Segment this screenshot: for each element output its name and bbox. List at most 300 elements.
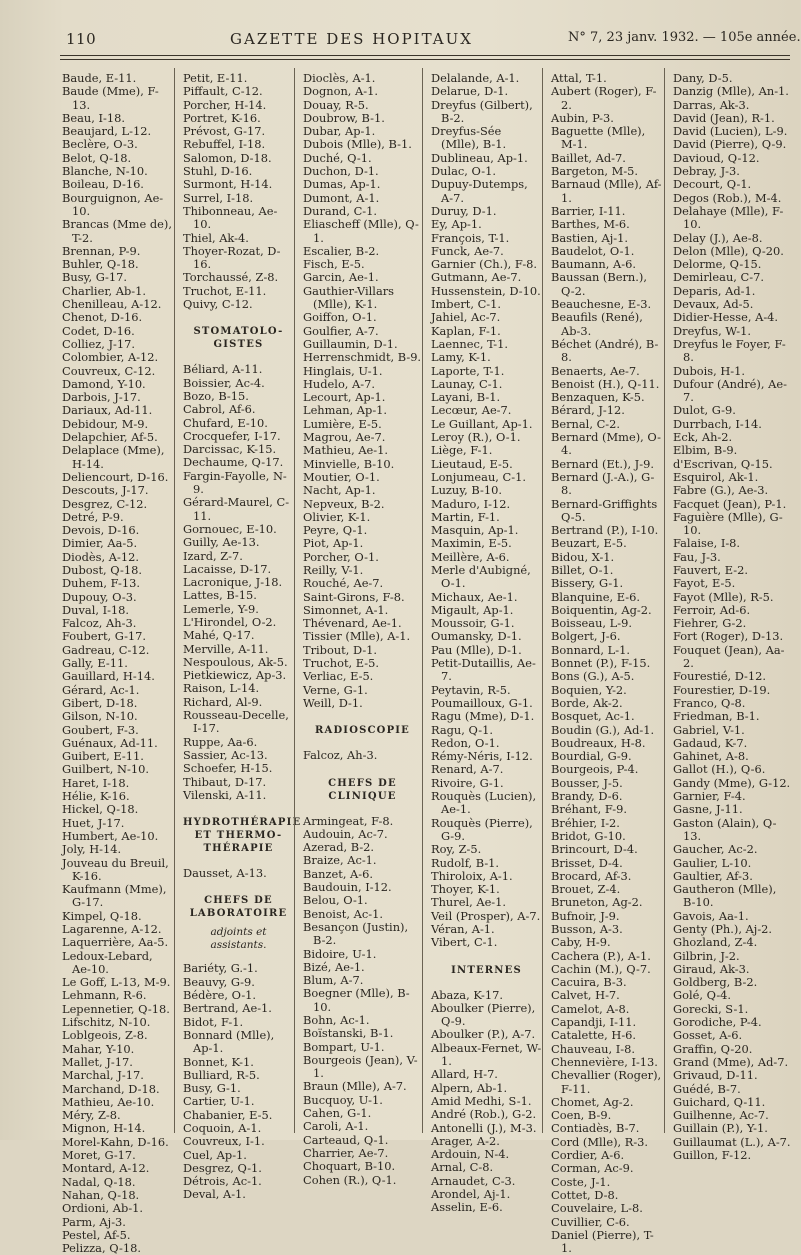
index-entry: Kaufmann (Mme), G-17.	[62, 882, 167, 910]
index-entry: Bousser, J-5.	[551, 775, 623, 790]
index-entry: Guénaux, Ad-11.	[62, 735, 158, 750]
index-entry: Laporte, T-1.	[431, 363, 505, 378]
index-entry: Dreyfus-Sée (Mlle), B-1.	[431, 124, 507, 152]
index-entry: Dimier, Aa-5.	[62, 536, 138, 551]
index-entry: Cabrol, Af-6.	[183, 402, 256, 417]
index-entry: Redon, O-1.	[431, 735, 500, 750]
section-title: INTERNES	[451, 964, 522, 976]
index-entry: Boiquentin, Ag-2.	[551, 602, 652, 617]
index-entry: Bonnard, L-1.	[551, 642, 630, 657]
column-4	[422, 68, 542, 1215]
index-entry: Minvielle, B-10.	[303, 456, 395, 471]
index-entry: Ardouin, N-4.	[431, 1147, 510, 1162]
index-entry: Moret, G-17.	[62, 1148, 136, 1163]
index-entry: Rivoire, G-1.	[431, 775, 504, 790]
index-entry: Cachin (M.), Q-7.	[551, 961, 651, 976]
index-entry: Bréhier, I-2.	[551, 815, 620, 830]
index-entry: Benzaquen, K-5.	[551, 390, 645, 405]
index-entry: Moussoir, G-1.	[431, 616, 515, 631]
index-entry: Baillet, Ad-7.	[551, 150, 626, 165]
index-entry: Kimpel, Q-18.	[62, 908, 142, 923]
index-entry: Peytavin, R-5.	[431, 682, 511, 697]
index-entry: Allard, H-7.	[431, 1067, 498, 1082]
index-entry: Falaise, I-8.	[673, 536, 741, 551]
index-entry: Delaplace (Mme), H-14.	[62, 443, 165, 471]
index-entry: Fargin-Fayolle, N-9.	[183, 468, 287, 497]
index-entry: Marchal, J-17.	[62, 1068, 144, 1083]
index-entry: Gorodiche, P-4.	[673, 1015, 762, 1030]
index-entry: Genty (Ph.), Aj-2.	[673, 922, 773, 936]
index-entry: Bargeton, M-5.	[551, 164, 639, 179]
index-entry: Dupouy, O-3.	[62, 589, 137, 604]
index-entry: Guichard, Q-11.	[673, 1094, 766, 1109]
index-entry: Giraud, Ak-3.	[673, 961, 750, 976]
index-entry: Grivaud, D-11.	[673, 1068, 758, 1083]
index-entry: Beclère, O-3.	[62, 137, 138, 152]
index-entry: Guillain (P.), Y-1.	[673, 1121, 768, 1136]
index-entry: Pau (Mlle), D-1.	[431, 642, 522, 657]
index-entry: Bourdial, G-9.	[551, 749, 632, 764]
index-entry: Nepveux, B-2.	[303, 496, 385, 511]
index-entry: Mignon, H-14.	[62, 1121, 146, 1136]
index-entry: Facquet (Jean), P-1.	[673, 496, 787, 511]
index-entry: Cordier, A-6.	[551, 1148, 625, 1163]
index-entry: Pietkiewicz, Ap-3.	[183, 668, 287, 683]
index-entry: Ey, Ap-1.	[431, 217, 482, 232]
page-header	[0, 0, 800, 68]
index-entry: L'Hirondel, O-2.	[183, 614, 277, 629]
index-entry: Cottet, D-8.	[551, 1187, 619, 1202]
index-entry: Gasne, J-11.	[673, 802, 743, 817]
index-entry: Montard, A-12.	[62, 1161, 150, 1176]
index-entry: Gauillard, H-14.	[62, 669, 155, 684]
index-columns	[62, 68, 792, 1255]
index-entry: Détrois, Ac-1.	[183, 1174, 262, 1189]
index-entry: Blanquine, E-6.	[551, 589, 640, 604]
index-entry: Mahé, Q-17.	[183, 628, 255, 643]
index-entry: Gilson, N-10.	[62, 709, 138, 724]
index-entry: Caroli, A-1.	[303, 1119, 369, 1134]
index-entry: Dulot, G-9.	[673, 403, 736, 418]
index-entry: Gadreau, C-12.	[62, 642, 150, 657]
index-entry: Durand, C-1.	[303, 203, 378, 218]
index-entry: Dubar, Ap-1.	[303, 124, 376, 139]
index-entry: Eliascheff (Mlle), Q-1.	[303, 217, 419, 245]
index-entry: Danzig (Mlle), An-1.	[673, 84, 789, 99]
index-entry: Beau, I-18.	[62, 110, 125, 125]
index-entry: Boegner (Mlle), B-10.	[303, 986, 410, 1014]
index-entry: Jouveau du Breuil, K-16.	[62, 855, 169, 883]
index-entry: Funck, Ae-7.	[431, 243, 504, 258]
index-entry: Rouquès (Lucien), Ae-1.	[431, 789, 537, 817]
index-entry: Lacronique, J-18.	[183, 575, 283, 590]
index-entry: Masquin, Ap-1.	[431, 523, 519, 538]
index-entry: Gallot (H.), Q-6.	[673, 762, 766, 777]
index-entry: Duval, I-18.	[62, 602, 130, 617]
index-entry: Esquirol, Ak-1.	[673, 469, 759, 484]
index-entry: Imbert, C-1.	[431, 297, 502, 312]
index-entry: Gaucher, Ac-2.	[673, 842, 758, 857]
index-entry: Bérard, J-12.	[551, 403, 625, 418]
index-entry: Méry, Z-8.	[62, 1108, 121, 1123]
index-entry: Dublineau, Ap-1.	[431, 150, 528, 165]
index-entry: Garcin, Ae-1.	[303, 270, 379, 285]
column-1	[62, 68, 174, 1255]
index-entry: Busson, A-3.	[551, 922, 623, 936]
section-title: RADIOSCOPIE	[314, 725, 411, 737]
index-entry: Elbim, B-9.	[673, 443, 738, 458]
index-entry: Ruppe, Aa-6.	[183, 734, 258, 749]
index-entry: Beaufils (René), Ab-3.	[551, 310, 643, 338]
index-entry: Benoist (H.), Q-11.	[551, 376, 660, 391]
index-entry: Devois, D-16.	[62, 523, 140, 538]
index-entry: Roy, Z-5.	[431, 842, 482, 857]
index-entry: Bernard (J.-A.), G-8.	[551, 469, 655, 498]
index-entry: Peyre, Q-1.	[303, 523, 368, 538]
index-entry: Delorme, Q-15.	[673, 257, 762, 272]
index-entry: Béchet (André), B-8.	[551, 336, 659, 365]
index-entry: Dupuy-Dutemps, A-7.	[431, 177, 528, 205]
index-entry: Dechaume, Q-17.	[183, 455, 284, 470]
index-entry: Brincourt, D-4.	[551, 842, 638, 857]
index-entry: Nahan, Q-18.	[62, 1187, 140, 1202]
index-entry: Dubois, H-1.	[673, 363, 745, 378]
index-entry: Porcher, O-1.	[303, 549, 379, 564]
index-entry: Lehman, Ap-1.	[303, 403, 388, 418]
index-entry: Guillaumat (L.), A-7.	[673, 1134, 791, 1149]
index-entry: Gérard-Maurel, C-11.	[183, 495, 290, 523]
index-entry: Cartier, U-1.	[183, 1094, 255, 1109]
index-entry: Colliez, J-17.	[62, 336, 136, 351]
index-entry: Gaston (Alain), Q-13.	[673, 815, 777, 843]
index-entry: Chauveau, I-8.	[551, 1041, 635, 1056]
index-entry: Bompart, U-1.	[303, 1039, 385, 1054]
index-entry: Busy, G-1.	[183, 1081, 241, 1096]
index-entry: Decourt, Q-1.	[673, 177, 752, 192]
index-entry: Couvreux, I-1.	[183, 1134, 265, 1149]
index-entry: Camelot, A-8.	[551, 1001, 630, 1016]
index-entry: Crocquefer, I-17.	[183, 428, 281, 443]
index-entry: Guédé, B-7.	[673, 1081, 741, 1096]
index-entry: Salomon, D-18.	[183, 150, 272, 165]
column-3	[294, 68, 422, 1187]
index-entry: Richard, Al-9.	[183, 694, 263, 709]
index-entry: Bidou, X-1.	[551, 549, 615, 564]
index-entry: Darcissac, K-15.	[183, 442, 277, 457]
index-entry: Delalande, A-1.	[431, 71, 520, 85]
index-entry: Aboulker (Pierre), Q-9.	[431, 1000, 536, 1029]
index-entry: Contiadès, B-7.	[551, 1121, 640, 1136]
index-entry: Cachera (P.), A-1.	[551, 948, 651, 963]
index-entry: Bédère, O-1.	[183, 988, 257, 1003]
header-rule-thin	[60, 59, 790, 60]
index-entry: Braun (Mlle), A-7.	[303, 1079, 407, 1094]
index-entry: Darbois, J-17.	[62, 390, 141, 405]
index-entry: Lehmann, R-6.	[62, 988, 147, 1003]
index-entry: Quivy, C-12.	[183, 297, 253, 312]
index-entry: Cuvillier, C-6.	[551, 1214, 630, 1229]
index-entry: Bohn, Ac-1.	[303, 1013, 370, 1027]
section-title: CHEFS DE CLINIQUE	[328, 777, 397, 802]
section-title: HYDROTHÉRAPIE ET THERMO-THÉRAPIE	[183, 817, 302, 855]
index-entry: Rouché, Ae-7.	[303, 576, 384, 591]
index-entry: Rousseau-Decelle, I-17.	[183, 708, 289, 736]
index-entry: Deparis, Ad-1.	[673, 283, 756, 298]
index-entry: Barthes, M-6.	[551, 217, 630, 232]
index-entry: Brocard, Af-3.	[551, 868, 632, 883]
index-entry: Maduro, I-12.	[431, 496, 511, 511]
index-entry: Lacaisse, D-17.	[183, 561, 272, 576]
index-entry: Ledoux-Lebard, Ae-10.	[62, 948, 153, 976]
index-entry: Boisseau, L-9.	[551, 616, 632, 631]
index-entry: Baumann, A-6.	[551, 257, 636, 272]
index-entry: Mallet, J-17.	[62, 1054, 133, 1069]
index-entry: Thibonneau, Ae-10.	[183, 203, 278, 232]
index-entry: Hickel, Q-18.	[62, 802, 139, 817]
index-entry: Bidot, F-1.	[183, 1014, 244, 1029]
index-entry: Bernard (Et.), J-9.	[551, 456, 654, 471]
index-entry: Bréhant, F-9.	[551, 802, 627, 817]
index-entry: François, T-1.	[431, 230, 510, 245]
index-entry: Aubert (Roger), F-2.	[551, 84, 657, 112]
index-entry: d'Escrivan, Q-15.	[673, 456, 773, 471]
index-entry: Baude (Mme), F-13.	[62, 84, 159, 112]
index-entry: Dreyfus le Foyer, F-8.	[673, 336, 786, 365]
index-entry: Chabanier, E-5.	[183, 1107, 273, 1122]
index-entry: Loblgeois, Z-8.	[62, 1028, 148, 1043]
index-entry: Grand (Mme), Ad-7.	[673, 1054, 789, 1069]
index-entry: Garnier, F-4.	[673, 789, 746, 804]
index-entry: Weill, D-1.	[303, 695, 363, 710]
index-entry: Lecourt, Ap-1.	[303, 390, 386, 405]
section-subtitle: adjoints et assistants.	[210, 926, 267, 952]
index-entry: Bernard (Mme), O-4.	[551, 430, 661, 458]
index-entry: Belou, O-1.	[303, 893, 368, 908]
index-entry: Blanche, N-10.	[62, 164, 148, 179]
index-entry: Dubost, Q-18.	[62, 562, 143, 577]
column-6	[664, 68, 792, 1163]
index-entry: Colombier, A-12.	[62, 350, 159, 365]
index-entry: Gaulier, L-10.	[673, 855, 752, 870]
index-entry: Herrenschmidt, B-9.	[303, 350, 422, 365]
index-entry: Bourguignon, Ae-10.	[62, 190, 164, 218]
index-entry: Barnaud (Mlle), Af-1.	[551, 177, 662, 205]
index-entry: Delon (Mlle), Q-20.	[673, 243, 784, 258]
index-entry: Coste, J-1.	[551, 1174, 611, 1189]
index-entry: Bridot, G-10.	[551, 828, 626, 843]
index-entry: Bolgert, J-6.	[551, 629, 621, 644]
index-entry: Bertrand, Ae-1.	[183, 1001, 272, 1016]
index-entry: Bariéty, G.-1.	[183, 961, 258, 976]
index-entry: Surmont, H-14.	[183, 177, 273, 192]
column-2	[174, 68, 302, 1202]
index-entry: Boileau, D-16.	[62, 177, 144, 192]
index-entry: Thibaut, D-17.	[183, 774, 267, 789]
index-entry: Gutmann, Ae-7.	[431, 270, 522, 285]
index-entry: Douay, R-5.	[303, 97, 369, 112]
index-entry: Piot, Ap-1.	[303, 536, 364, 551]
index-entry: Arager, A-2.	[431, 1133, 500, 1148]
index-entry: Demirleau, C-7.	[673, 270, 764, 285]
index-entry: Fayot, E-5.	[673, 576, 736, 591]
index-entry: Lepennetier, Q-18.	[62, 1001, 170, 1016]
index-entry: Falcoz, Ah-3.	[62, 616, 137, 631]
index-entry: Gilbrin, J-2.	[673, 948, 740, 963]
index-entry: Goulfier, A-7.	[303, 323, 379, 338]
index-entry: Hélie, K-16.	[62, 789, 130, 804]
index-entry: Doubrow, B-1.	[303, 110, 385, 125]
index-entry: Gornouec, E-10.	[183, 521, 277, 536]
index-entry: Prévost, G-17.	[183, 124, 266, 139]
index-entry: Lonjumeau, C-1.	[431, 469, 526, 484]
index-entry: Caby, H-9.	[551, 935, 611, 950]
index-entry: Corman, Ac-9.	[551, 1161, 634, 1176]
index-entry: Dreyfus, W-1.	[673, 323, 751, 338]
index-entry: Desgrez, C-12.	[62, 496, 148, 511]
index-entry: Hussenstein, D-10.	[431, 283, 541, 298]
index-entry: Guilly, Ae-13.	[183, 535, 260, 550]
index-entry: Schoefer, H-15.	[183, 761, 273, 776]
index-entry: Arnaudet, C-3.	[431, 1173, 516, 1188]
index-entry: Rebuffel, I-18.	[183, 137, 266, 152]
index-entry: Fourestié, D-12.	[673, 669, 767, 684]
index-entry: Thoyer-Rozat, D-16.	[183, 243, 281, 272]
index-entry: Bosquet, Ac-1.	[551, 709, 635, 724]
index-entry: Attal, T-1.	[551, 71, 607, 85]
index-entry: Fisch, E-5.	[303, 257, 365, 272]
index-entry: Amid Medhi, S-1.	[431, 1093, 532, 1108]
index-entry: Golé, Q-4.	[673, 988, 732, 1003]
index-entry: Nadal, Q-18.	[62, 1174, 136, 1189]
index-entry: Dulac, O-1.	[431, 164, 496, 179]
index-entry: Gabriel, V-1.	[673, 722, 745, 737]
index-entry: Billet, O-1.	[551, 562, 614, 577]
index-entry: Boudreaux, H-8.	[551, 735, 646, 750]
index-entry: Dreyfus (Gilbert), B-2.	[431, 97, 533, 125]
index-entry: Simonnet, A-1.	[303, 602, 389, 617]
index-entry: Bizé, Ae-1.	[303, 959, 365, 974]
index-entry: Franco, Q-8.	[673, 695, 746, 710]
index-entry: Arnal, C-8.	[431, 1160, 494, 1175]
index-entry: Bufnoir, J-9.	[551, 908, 620, 923]
index-entry: Couvelaire, L-8.	[551, 1201, 643, 1216]
index-entry: Portret, K-16.	[183, 110, 261, 125]
index-entry: Laennec, T-1.	[431, 336, 508, 351]
index-entry: Bourgeois (Jean), V-1.	[303, 1052, 418, 1081]
index-entry: Le Goff, L-13, M-9.	[62, 975, 171, 990]
index-entry: André (Rob.), G-2.	[431, 1107, 537, 1122]
index-entry: Raison, L-14.	[183, 681, 260, 696]
index-entry: Sassier, Ac-13.	[183, 747, 268, 762]
index-entry: Petit, E-11.	[183, 71, 248, 85]
section-title: STOMATOLO-GISTES	[193, 326, 284, 351]
index-entry: Gadaud, K-7.	[673, 735, 748, 750]
index-entry: Brancas (Mme de), T-2.	[62, 217, 172, 245]
index-entry: Jahiel, Ac-7.	[431, 310, 501, 325]
index-entry: Belot, Q-18.	[62, 150, 132, 165]
index-entry: Bissery, G-1.	[551, 576, 624, 591]
index-entry: Morel-Kahn, D-16.	[62, 1134, 169, 1149]
index-entry: Busy, G-17.	[62, 270, 127, 285]
index-entry: Guibert, E-11.	[62, 749, 144, 764]
index-entry: Brisset, D-4.	[551, 855, 623, 870]
index-entry: Lamy, K-1.	[431, 350, 491, 365]
index-entry: Bastien, Aj-1.	[551, 230, 629, 245]
index-entry: Fauvert, E-2.	[673, 562, 748, 577]
index-entry: Banzet, A-6.	[303, 866, 374, 881]
index-entry: Boissier, Ac-4.	[183, 375, 265, 390]
index-entry: Deval, A-1.	[183, 1187, 246, 1202]
index-entry: Martin, F-1.	[431, 509, 500, 524]
index-entry: Marchand, D-18.	[62, 1081, 160, 1096]
index-entry: Guilhenne, Ac-7.	[673, 1108, 769, 1123]
index-entry: Migault, Ap-1.	[431, 602, 514, 617]
index-entry: Thévenard, Ae-1.	[303, 616, 402, 631]
index-entry: Arondel, Aj-1.	[431, 1187, 511, 1202]
index-entry: Duruy, D-1.	[431, 203, 497, 218]
index-entry: Thurel, Ae-1.	[431, 895, 507, 910]
index-entry: Baudelot, O-1.	[551, 243, 635, 258]
index-entry: Thiroloix, A-1.	[431, 868, 513, 883]
index-entry: Delahaye (Mlle), F-10.	[673, 203, 784, 232]
index-entry: Duchon, D-1.	[303, 164, 379, 179]
index-entry: Damond, Y-10.	[62, 376, 146, 391]
index-entry: Surrel, I-18.	[183, 190, 254, 205]
index-entry: Ordioni, Ab-1.	[62, 1201, 144, 1216]
index-entry: Leroy (R.), O-1.	[431, 430, 521, 445]
index-entry: Dubois (Mlle), B-1.	[303, 137, 412, 152]
index-entry: Vilenski, A-11.	[183, 787, 267, 802]
index-entry: Fouquet (Jean), Aa-2.	[673, 642, 785, 671]
index-entry: Dumont, A-1.	[303, 190, 380, 205]
index-entry: Bruneton, Ag-2.	[551, 895, 643, 910]
index-entry: Maximin, E-5.	[431, 536, 512, 551]
index-entry: Gandy (Mme), G-12.	[673, 775, 791, 790]
index-entry: Liège, F-1.	[431, 443, 493, 458]
index-entry: Porcher, H-14.	[183, 97, 267, 112]
index-entry: David (Pierre), Q-9.	[673, 137, 787, 152]
index-entry: Dioclès, A-1.	[303, 71, 376, 85]
index-entry: Abaza, K-17.	[431, 987, 503, 1002]
index-entry: Charlier, Ab-1.	[62, 283, 146, 298]
index-entry: Parm, Aj-3.	[62, 1214, 126, 1229]
index-entry: Chenilleau, A-12.	[62, 297, 162, 312]
journal-title: GAZETTE DES HOPITAUX	[230, 30, 473, 48]
index-entry: Bons (G.), A-5.	[551, 669, 635, 684]
index-entry: Beuzart, E-5.	[551, 536, 627, 551]
index-entry: Lifschitz, N-10.	[62, 1015, 151, 1030]
index-entry: Veil (Prosper), A-7.	[431, 908, 541, 923]
index-entry: Petit-Dutaillis, Ae-7.	[431, 656, 536, 684]
index-entry: Moutier, O-1.	[303, 469, 380, 484]
index-entry: Layani, B-1.	[431, 390, 501, 405]
index-entry: Lattes, B-15.	[183, 588, 257, 603]
index-entry: Brouet, Z-4.	[551, 882, 621, 897]
section-title: CHEFS DE LABORATOIRE	[189, 895, 288, 920]
index-entry: Rouquès (Pierre), G-9.	[431, 815, 533, 843]
index-entry: Launay, C-1.	[431, 376, 503, 391]
index-entry: Bernal, C-2.	[551, 416, 621, 431]
index-entry: Verliac, E-5.	[303, 669, 374, 684]
index-entry: Fabre (G.), Ae-3.	[673, 483, 769, 498]
index-entry: Joly, H-14.	[62, 842, 122, 857]
index-entry: Detré, P-9.	[62, 509, 124, 524]
index-entry: Verne, G-1.	[303, 682, 368, 697]
index-entry: Borde, Ak-2.	[551, 695, 623, 710]
index-entry: Piffault, C-12.	[183, 84, 263, 99]
header-rule-thick	[60, 55, 790, 56]
index-entry: Gaultier, Af-3.	[673, 868, 753, 883]
